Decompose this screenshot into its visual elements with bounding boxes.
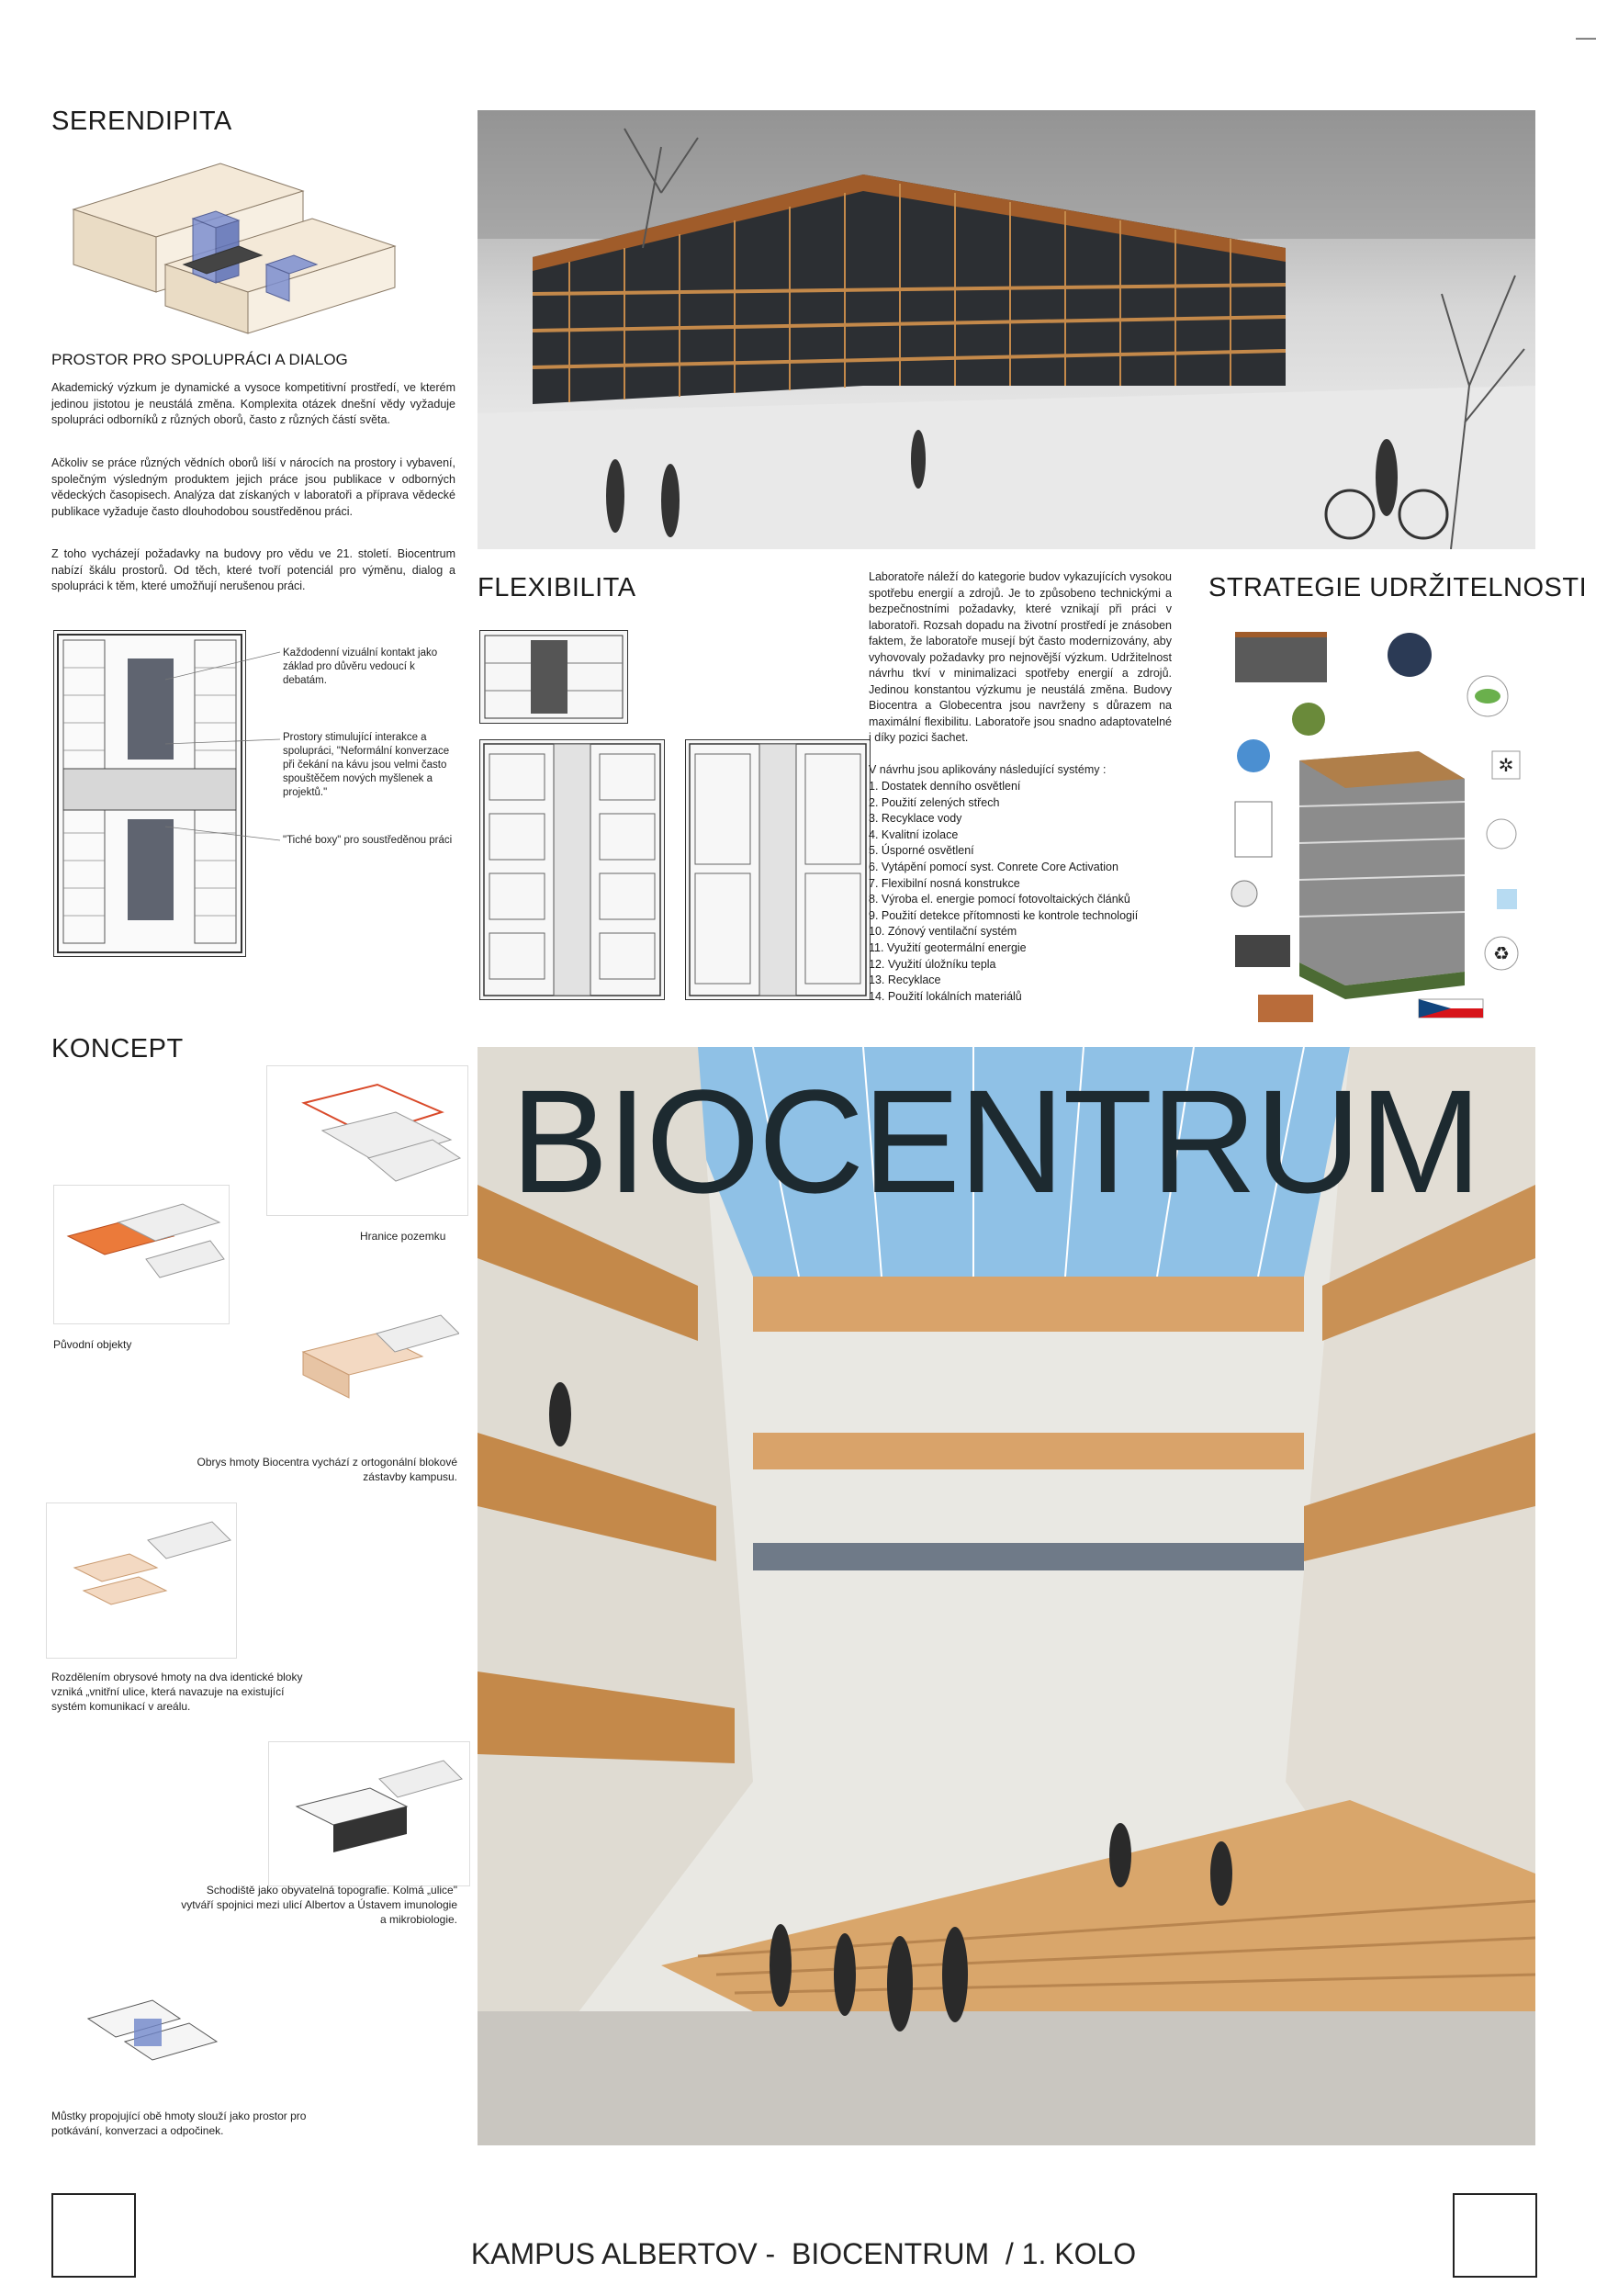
flexibilita-floor-plan-top — [479, 630, 628, 724]
concept-caption-bridges: Můstky propojující obě hmoty slouží jako prostor pro potkávání, konverzaci a odpočinek. — [51, 2110, 307, 2137]
concept-diagram-mass — [285, 1297, 459, 1435]
concept-diagram-split — [46, 1503, 237, 1659]
list-item: 14. Použití lokálních materiálů — [869, 989, 1022, 1003]
plan-leader-lines — [165, 643, 285, 854]
list-item: 9. Použití detekce přítomnosti ke kontrole technologií — [869, 908, 1139, 922]
concept-caption-split: Rozdělením obrysové hmoty na dva identické bloky vzniká „vnitřní ulice, která navazuje na existující systém komunikací v areálu. — [51, 1671, 303, 1713]
prostor-paragraph-2: Ačkoliv se práce různých vědních oborů liší v nárocích na prostory i vybavení, společným výsledným produktem jejich práce jsou publikace v odborných vědeckých časopisech. Analýza dat získaných v laboratoři a příprava vědecké publikace vyžaduje často dlouhodobou soustředěnou práci. — [51, 456, 455, 518]
list-item: 1. Dostatek denního osvětlení — [869, 780, 1021, 793]
list-item: 2. Použití zelených střech — [869, 795, 1000, 809]
exterior-render-image — [478, 110, 1535, 549]
labs-list-intro: V návrhu jsou aplikovány následující systémy : — [869, 763, 1107, 776]
sustainability-systems-list — [869, 779, 1181, 1005]
corner-mark: — — [1576, 26, 1596, 49]
section-title-flexibilita: FLEXIBILITA — [478, 573, 636, 602]
prostor-heading: PROSTOR PRO SPOLUPRÁCI A DIALOG — [51, 351, 348, 368]
list-item: 13. Recyklace — [869, 974, 941, 987]
plan-note-2: Prostory stimulující interakce a spolupráci, "Neformální konverzace při čekání na kávu jsou velmi často spouštěčem nových myšlenek a projektů." — [283, 732, 450, 798]
labs-paragraph: Laboratoře náleží do kategorie budov vykazujících vysokou spotřebu energií a zdrojů. Je to způsobeno technickými a bezpečnostními požadavky, které vznikají při práci v laboratoři. Rozsah dopadu na životní prostředí je znásoben faktem, že laboratoře musejí být často modernizovány, aby vyhovovaly požadavky pro nejnovější výzkum. Udržitelnost návrhu tkví v minimalizaci spotřeby energií a zdrojů. Jedinou konstantou výzkumu je neustálá změna. Budovy Biocentra a Globecentra jsou navrženy s důrazem na maximální flexibilitu. Laboratoře jsou snadno adaptovatelné i díky pozici šachet. — [869, 570, 1172, 744]
list-item: 7. Flexibilní nosná konstrukce — [869, 876, 1020, 890]
flexibilita-floor-plan-right — [685, 739, 871, 1000]
list-item: 3. Recyklace vody — [869, 812, 962, 826]
prostor-paragraph-1: Akademický výzkum je dynamické a vysoce kompetitivní prostředí, ve kterém jedinou jistotou je neustálá změna. Komplexita otázek dnešní vědy vyžaduje spolupráci odborníků z různých oborů, často z různých částí světa. — [51, 381, 455, 426]
svg-text:✲: ✲ — [1498, 754, 1514, 776]
hero-title: BIOCENTRUM — [511, 1059, 1480, 1223]
plan-note-3: "Tiché boxy" pro soustředěnou práci — [283, 835, 453, 846]
flexibilita-floor-plan-left — [479, 739, 665, 1000]
concept-diagram-original — [53, 1185, 230, 1324]
list-item: 8. Výroba el. energie pomocí fotovoltaických článků — [869, 893, 1130, 906]
section-title-koncept: KONCEPT — [51, 1034, 184, 1064]
concept-caption-boundary: Hranice pozemku — [360, 1230, 446, 1243]
list-item: 4. Kvalitní izolace — [869, 827, 959, 841]
sustainability-section-diagram — [1226, 623, 1556, 1045]
list-item: 5. Úsporné osvětlení — [869, 844, 974, 858]
section-title-strategie: STRATEGIE UDRŽITELNOSTI — [1208, 573, 1588, 602]
concept-diagram-stairs — [268, 1741, 470, 1886]
concept-caption-stairs: Schodiště jako obyvatelná topografie. Kolmá „ulice" vytváří spojnici mezi ulicí Albertov a Ústavem imunologie a mikrobiologie. — [181, 1884, 457, 1926]
list-item: 12. Využití úložníku tepla — [869, 957, 996, 971]
list-item: 10. Zónový ventilační systém — [869, 925, 1017, 939]
concept-diagram-bridges — [79, 1954, 244, 2101]
prostor-paragraph-3: Z toho vycházejí požadavky na budovy pro vědu ve 21. století. Biocentrum nabízí škálu prostorů. Od těch, které tvoří potenciál pro výměnu, dialog a spolupráci k těm, které umožňují nerušenou práci. — [51, 547, 455, 592]
svg-text:♻: ♻ — [1493, 942, 1510, 964]
serendipita-axonometric-diagram — [55, 154, 404, 338]
footer-title: KAMPUS ALBERTOV - BIOCENTRUM / 1. KOLO — [470, 2237, 1137, 2270]
footer-box-left — [51, 2193, 136, 2278]
concept-caption-original: Původní objekty — [53, 1338, 132, 1351]
list-item: 11. Využití geotermální energie — [869, 940, 1027, 954]
section-title-serendipita: SERENDIPITA — [51, 107, 232, 136]
concept-diagram-boundary — [266, 1065, 468, 1216]
list-item: 6. Vytápění pomocí syst. Conrete Core Activation — [869, 860, 1118, 873]
concept-caption-mass: Obrys hmoty Biocentra vychází z ortogonální blokové zástavby kampusu. — [197, 1456, 457, 1483]
plan-note-1: Každodenní vizuální kontakt jako základ pro důvěru vedoucí k debatám. — [283, 647, 438, 686]
footer-box-right — [1453, 2193, 1537, 2278]
